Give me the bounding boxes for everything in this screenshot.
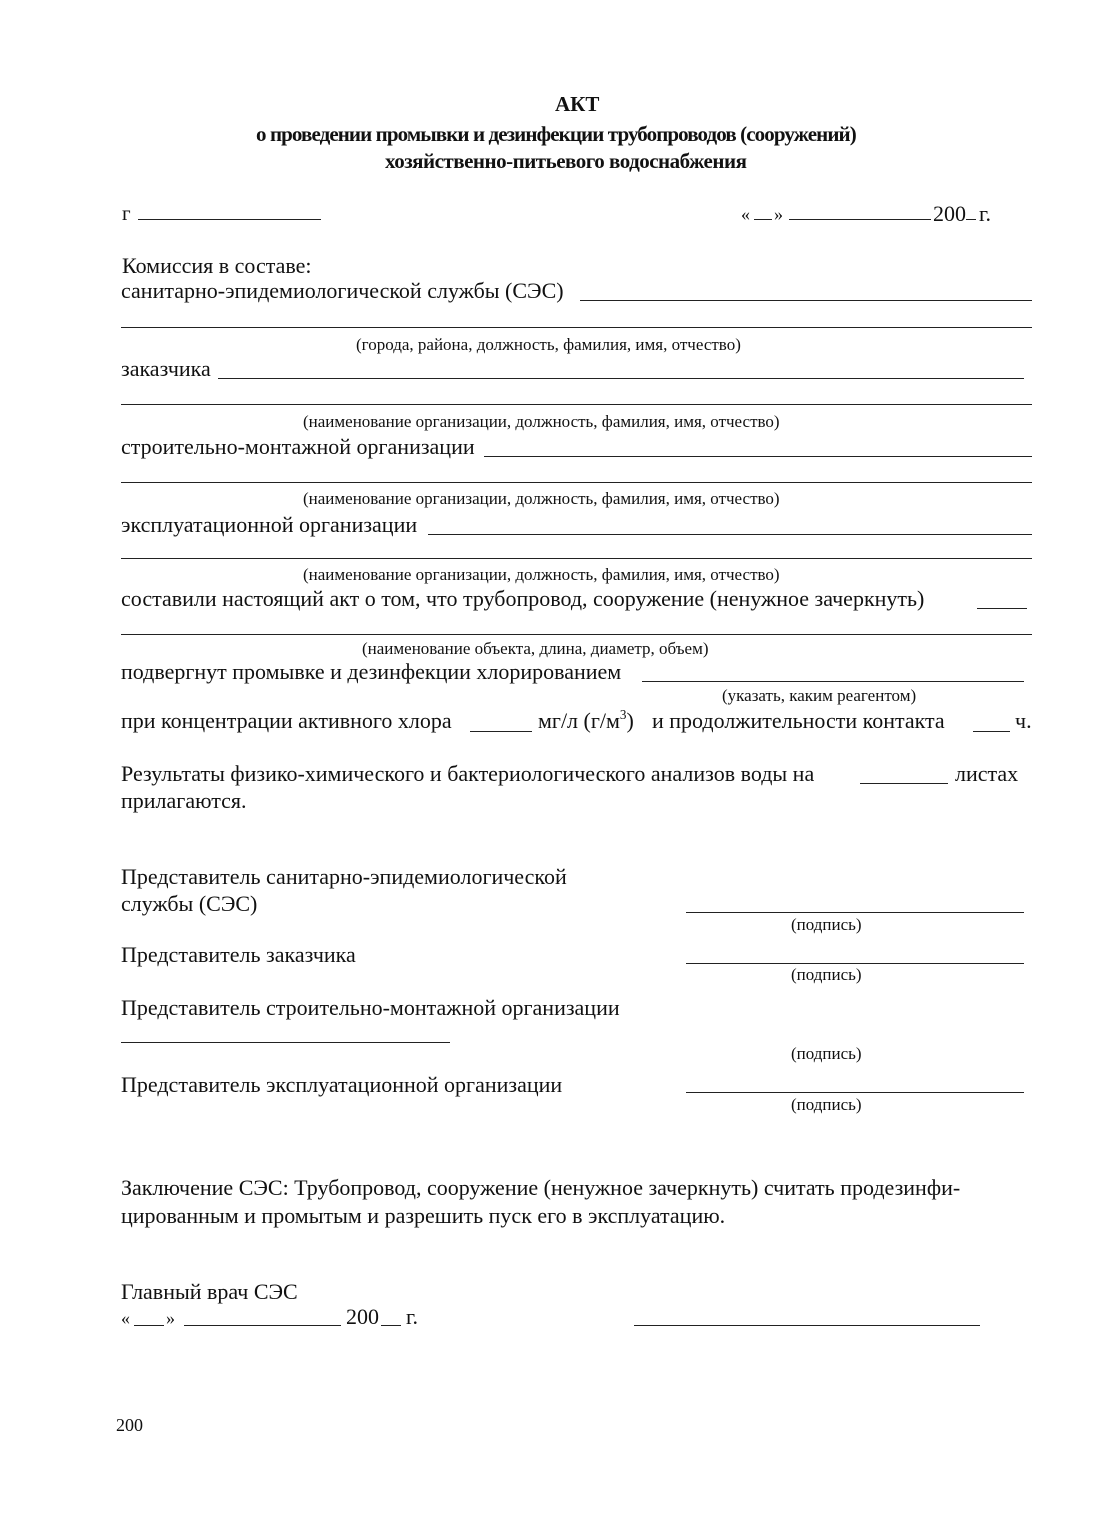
reagent-hint: (указать, каким реагентом) <box>722 686 917 705</box>
chief-date-quote-open: « <box>121 1308 130 1328</box>
object-field[interactable] <box>977 608 1027 609</box>
construction-rep-name-field[interactable] <box>121 1042 450 1043</box>
reagent-field[interactable] <box>642 681 1024 682</box>
date-day-field[interactable] <box>754 219 772 220</box>
subjected-text: подвергнут промывке и дезинфекции хлорированием <box>121 659 622 684</box>
unit-close: ) <box>626 708 634 733</box>
date-quote-close: » <box>774 204 783 224</box>
construction-field[interactable] <box>484 456 1032 457</box>
date-quote-open: « <box>741 204 750 224</box>
conclusion-line1: Заключение СЭС: Трубопровод, сооружение (ненужное зачеркнуть) считать продезинфи- <box>121 1175 961 1200</box>
customer-hint: (наименование организации, должность, фамилия, имя, отчество) <box>303 412 780 431</box>
chief-date-month-field[interactable] <box>184 1325 341 1326</box>
operating-signature-field[interactable] <box>686 1092 1024 1093</box>
customer-label: заказчика <box>121 356 211 381</box>
concentration-text: при концентрации активного хлора <box>121 708 452 733</box>
hours-unit: ч. <box>1015 708 1032 733</box>
chief-title: Главный врач СЭС <box>121 1279 298 1304</box>
ses-rep-label-line2: службы (СЭС) <box>121 891 258 916</box>
results-line2: прилагаются. <box>121 788 247 813</box>
operating-rep-label: Представитель эксплуатационной организации <box>121 1072 563 1097</box>
date-year-field[interactable] <box>966 219 976 220</box>
customer-signature-hint: (подпись) <box>791 965 862 984</box>
date-year: 200 <box>933 201 966 226</box>
date-month-field[interactable] <box>789 219 931 220</box>
city-field[interactable] <box>138 219 321 220</box>
operating-hint: (наименование организации, должность, фамилия, имя, отчество) <box>303 565 780 584</box>
operating-label: эксплуатационной организации <box>121 512 418 537</box>
operating-field[interactable] <box>428 534 1032 535</box>
ses-hint: (города, района, должность, фамилия, имя, отчество) <box>356 335 741 354</box>
page-number: 200 <box>116 1415 143 1435</box>
chief-signature-field[interactable] <box>634 1325 980 1326</box>
operating-signature-hint: (подпись) <box>791 1095 862 1114</box>
ses-rep-label-line1: Представитель санитарно-эпидемиологической <box>121 864 567 889</box>
ses-signature-field[interactable] <box>686 912 1024 913</box>
unit-text <box>538 707 634 733</box>
operating-field-continued[interactable] <box>121 558 1032 559</box>
object-field-continued[interactable] <box>121 634 1032 635</box>
duration-text: и продолжительности контакта <box>652 708 945 733</box>
concentration-field[interactable] <box>470 731 532 732</box>
chief-date-year: 200 <box>346 1304 379 1329</box>
commission-intro: Комиссия в составе: <box>122 253 312 278</box>
results-text: Результаты физико-химического и бактериологического анализов воды на <box>121 761 815 786</box>
duration-field[interactable] <box>973 731 1010 732</box>
ses-signature-hint: (подпись) <box>791 915 862 934</box>
unit-text-main: мг/л (г/м <box>538 708 620 733</box>
chief-date-year-suffix: г. <box>406 1304 419 1329</box>
customer-signature-field[interactable] <box>686 963 1024 964</box>
ses-label: санитарно-эпидемиологической службы (СЭС) <box>121 278 564 303</box>
compiled-text: составили настоящий акт о том, что трубопровод, сооружение (ненужное зачеркнуть) <box>121 586 925 611</box>
date-year-suffix: г. <box>979 201 992 226</box>
ses-field-continued[interactable] <box>121 327 1032 328</box>
construction-label: строительно-монтажной организации <box>121 434 475 459</box>
city-prefix: г <box>122 201 131 225</box>
customer-field[interactable] <box>218 378 1024 379</box>
document-title: АКТ <box>555 92 600 116</box>
construction-hint: (наименование организации, должность, фамилия, имя, отчество) <box>303 489 780 508</box>
object-hint: (наименование объекта, длина, диаметр, объем) <box>362 639 709 658</box>
construction-rep-label: Представитель строительно-монтажной организации <box>121 995 620 1020</box>
chief-date-day-field[interactable] <box>134 1325 164 1326</box>
document-subtitle-line1: о проведении промывки и дезинфекции трубопроводов (сооружений) <box>256 122 856 146</box>
chief-date-quote-close: » <box>166 1308 175 1328</box>
conclusion-line2: цированным и промытым и разрешить пуск его в эксплуатацию. <box>121 1203 726 1228</box>
results-suffix: листах <box>955 761 1019 786</box>
chief-date-year-field[interactable] <box>381 1325 401 1326</box>
unit-superscript: 3 <box>619 707 627 723</box>
construction-signature-hint: (подпись) <box>791 1044 862 1063</box>
sheets-count-field[interactable] <box>860 783 948 784</box>
customer-field-continued[interactable] <box>121 404 1032 405</box>
customer-rep-label: Представитель заказчика <box>121 942 356 967</box>
construction-field-continued[interactable] <box>121 482 1032 483</box>
ses-field[interactable] <box>580 300 1032 301</box>
document-subtitle-line2: хозяйственно-питьевого водоснабжения <box>385 149 747 173</box>
